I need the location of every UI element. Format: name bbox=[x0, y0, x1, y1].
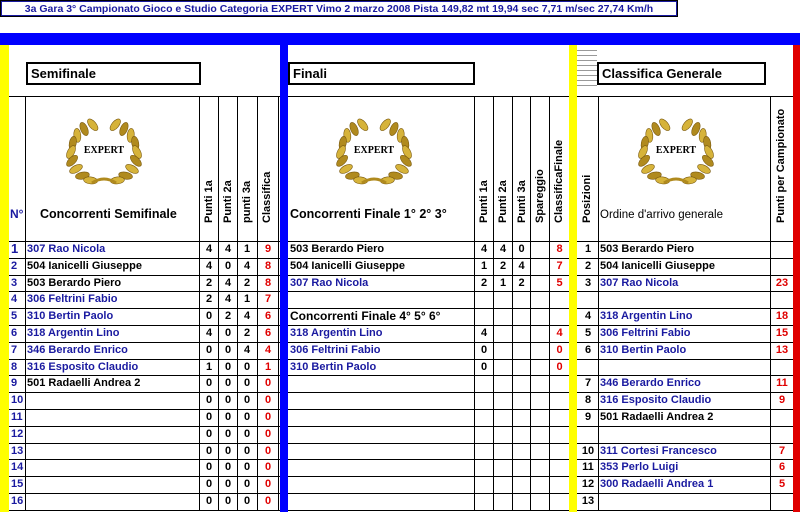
semi-points-1: 0 bbox=[205, 478, 213, 491]
general-position: 3 bbox=[584, 276, 592, 289]
final-points-1: 0 bbox=[480, 343, 488, 356]
semi-competitor-name: 346 Berardo Enrico bbox=[27, 343, 128, 356]
general-champ-points: 5 bbox=[778, 478, 786, 491]
semi-points-2: 4 bbox=[224, 276, 232, 289]
general-position: 10 bbox=[581, 444, 595, 457]
grid-line bbox=[577, 96, 793, 97]
general-competitor-name: 318 Argentin Lino bbox=[600, 310, 693, 323]
col-header-champ-points: Punti per Campionato bbox=[775, 108, 787, 223]
laurel-wreath-icon bbox=[58, 113, 150, 191]
semi-points-3: 2 bbox=[243, 327, 251, 339]
semi-classification: 6 bbox=[264, 310, 272, 323]
semi-points-2: 0 bbox=[224, 495, 232, 507]
semi-points-2: 0 bbox=[224, 444, 232, 457]
semi-classification: 0 bbox=[264, 427, 272, 440]
general-champ-points: 7 bbox=[778, 444, 786, 457]
col-header-general-name: Ordine d'arrivo generale bbox=[600, 209, 724, 221]
final-points-3: 4 bbox=[518, 259, 525, 272]
general-champ-points bbox=[771, 409, 793, 425]
final-competitor-name: 306 Feltrini Fabio bbox=[290, 343, 381, 356]
general-position: 2 bbox=[584, 259, 592, 272]
col-header-fin-class: ClassificaFinale bbox=[553, 139, 565, 223]
general-champ-points: 13 bbox=[775, 343, 789, 356]
general-position: 5 bbox=[584, 327, 592, 339]
semi-points-3: 4 bbox=[243, 310, 251, 323]
semi-points-1: 2 bbox=[205, 276, 213, 289]
expert-logo-finals bbox=[328, 113, 420, 191]
semi-points-2: 0 bbox=[224, 343, 232, 356]
col-header-fin-p2: Punti 2a bbox=[497, 180, 509, 223]
semi-row-number: 10 bbox=[11, 394, 24, 407]
general-competitor-name: 307 Rao Nicola bbox=[600, 276, 679, 289]
semi-points-3: 0 bbox=[243, 394, 251, 407]
grid-line bbox=[278, 96, 279, 510]
semi-points-3: 0 bbox=[243, 478, 251, 491]
general-position: 1 bbox=[584, 243, 592, 255]
semi-classification: 4 bbox=[264, 343, 272, 356]
general-champ-points: 15 bbox=[775, 327, 789, 339]
general-competitor-name: 501 Radaelli Andrea 2 bbox=[600, 411, 714, 423]
col-header-semi-p1: Punti 1a bbox=[203, 180, 215, 223]
final-competitor-name: 318 Argentin Lino bbox=[290, 327, 383, 339]
final-points-3: 2 bbox=[518, 276, 525, 289]
final-competitor-name: 503 Berardo Piero bbox=[290, 243, 385, 255]
semi-row-number: 13 bbox=[11, 444, 24, 457]
final-competitor-name: 504 Ianicelli Giuseppe bbox=[290, 259, 405, 272]
semi-points-3: 0 bbox=[243, 495, 251, 507]
left-yellow-bar bbox=[0, 45, 9, 512]
final-classification: 0 bbox=[556, 360, 563, 373]
mid-blue-bar bbox=[280, 45, 288, 512]
general-champ-points bbox=[771, 241, 793, 257]
semi-competitor-name: 504 Ianicelli Giuseppe bbox=[27, 259, 142, 272]
grid-line bbox=[9, 96, 280, 97]
semi-competitor-name: 307 Rao Nicola bbox=[27, 243, 106, 255]
semi-classification: 8 bbox=[264, 276, 272, 289]
general-competitor-name: 300 Radaelli Andrea 1 bbox=[600, 478, 714, 491]
logo-text: EXPERT bbox=[655, 145, 697, 156]
semi-classification: 0 bbox=[264, 461, 272, 474]
expert-logo-general bbox=[630, 113, 722, 191]
semi-points-3: 0 bbox=[243, 427, 251, 440]
final-points-2: 1 bbox=[499, 276, 507, 289]
semi-row-number: 15 bbox=[11, 478, 24, 491]
semi-points-3: 0 bbox=[243, 360, 251, 373]
right-red-bar bbox=[793, 45, 800, 512]
semi-points-1: 0 bbox=[205, 377, 213, 390]
semi-classification: 0 bbox=[264, 478, 272, 491]
semi-classification: 9 bbox=[264, 243, 272, 255]
general-competitor-name: 503 Berardo Piero bbox=[600, 243, 695, 255]
final-points-1: 2 bbox=[480, 276, 488, 289]
grid-line bbox=[288, 493, 569, 494]
col-header-finals-name: Concorrenti Finale 1° 2° 3° bbox=[290, 207, 447, 221]
grid-line bbox=[598, 96, 599, 510]
grid-line bbox=[288, 510, 569, 511]
semi-points-2: 2 bbox=[224, 310, 232, 323]
semi-points-3: 2 bbox=[243, 276, 251, 289]
semi-points-2: 0 bbox=[224, 461, 232, 474]
general-position: 11 bbox=[582, 461, 594, 474]
grid-line bbox=[577, 510, 793, 511]
semi-points-1: 4 bbox=[205, 243, 213, 255]
grid-line bbox=[288, 426, 569, 427]
final-classification: 0 bbox=[556, 343, 563, 356]
general-champ-points: 11 bbox=[776, 377, 788, 390]
semi-points-1: 0 bbox=[205, 343, 213, 356]
semi-competitor-name: 503 Berardo Piero bbox=[27, 276, 122, 289]
semi-points-2: 0 bbox=[224, 394, 232, 407]
semi-points-2: 0 bbox=[224, 411, 232, 423]
general-position: 8 bbox=[584, 394, 592, 407]
general-competitor-name: 316 Esposito Claudio bbox=[600, 394, 712, 407]
semi-points-1: 0 bbox=[205, 394, 213, 407]
final-points-2 bbox=[494, 342, 512, 358]
semi-classification: 0 bbox=[264, 377, 272, 390]
final-points-2: 2 bbox=[499, 259, 507, 272]
semi-competitor-name bbox=[27, 443, 197, 459]
semi-classification: 0 bbox=[264, 394, 272, 407]
grid-line bbox=[577, 426, 793, 427]
logo-text: EXPERT bbox=[83, 145, 125, 156]
semi-row-number: 3 bbox=[11, 276, 18, 289]
semi-points-3: 1 bbox=[243, 243, 251, 255]
dashed-line bbox=[577, 80, 597, 81]
col-header-fin-p1: Punti 1a bbox=[478, 180, 490, 223]
grid-line bbox=[288, 392, 569, 393]
semi-points-2: 0 bbox=[224, 478, 232, 491]
general-competitor-name: 504 Ianicelli Giuseppe bbox=[600, 259, 715, 272]
general-position: 7 bbox=[584, 377, 592, 390]
grid-line bbox=[577, 359, 793, 360]
general-champ-points: 6 bbox=[778, 461, 786, 474]
semi-row-number: 1 bbox=[11, 241, 19, 256]
grid-line bbox=[288, 409, 569, 410]
dashed-line bbox=[577, 85, 597, 86]
col-header-positions: Posizioni bbox=[581, 174, 593, 223]
col-header-fin-p3: Punti 3a bbox=[516, 180, 528, 223]
semi-competitor-name bbox=[27, 476, 197, 492]
semi-row-number: 9 bbox=[11, 377, 18, 390]
semi-classification: 6 bbox=[264, 327, 272, 339]
semi-classification: 0 bbox=[264, 495, 272, 507]
semi-points-1: 0 bbox=[205, 495, 213, 507]
col-header-semi-p3: punti 3a bbox=[241, 180, 253, 223]
semi-points-1: 4 bbox=[205, 327, 213, 339]
semi-points-2: 0 bbox=[224, 427, 232, 440]
grid-line bbox=[288, 291, 569, 292]
grid-line bbox=[25, 96, 26, 510]
final-classification: 4 bbox=[556, 327, 563, 339]
final-points-3 bbox=[513, 325, 530, 341]
col-header-fin-spar: Spareggio bbox=[534, 169, 546, 223]
general-position: 6 bbox=[584, 343, 592, 356]
dashed-line bbox=[577, 50, 597, 51]
semi-points-2: 0 bbox=[224, 360, 232, 373]
col-header-number: N° bbox=[10, 207, 24, 221]
semi-competitor-name: 310 Bertin Paolo bbox=[27, 310, 114, 323]
general-competitor-name: 311 Cortesi Francesco bbox=[600, 444, 717, 457]
semi-competitor-name bbox=[27, 392, 197, 408]
semi-competitor-name bbox=[27, 493, 197, 509]
final-points-2 bbox=[494, 325, 512, 341]
grid-line bbox=[9, 510, 280, 511]
final-points-1: 4 bbox=[480, 243, 488, 255]
semi-row-number: 12 bbox=[11, 427, 24, 440]
laurel-wreath-icon bbox=[630, 113, 722, 191]
semi-points-3: 4 bbox=[243, 343, 251, 356]
semi-competitor-name: 316 Esposito Claudio bbox=[27, 360, 139, 373]
final-points-3 bbox=[513, 342, 530, 358]
semi-competitor-name bbox=[27, 459, 197, 475]
grid-line bbox=[288, 443, 569, 444]
semi-classification: 8 bbox=[264, 259, 272, 272]
final-competitor-name: 310 Bertin Paolo bbox=[290, 360, 377, 373]
page-title: 3a Gara 3° Campionato Gioco e Studio Categoria EXPERT Vimo 2 marzo 2008 Pista 149,82 mt 19,94 sec 7,71 m/sec 27,74 Km/h bbox=[0, 0, 678, 17]
ribbon bbox=[664, 179, 688, 183]
dashed-line bbox=[577, 65, 597, 66]
semi-row-number: 6 bbox=[11, 327, 18, 339]
semi-competitor-name bbox=[27, 409, 197, 425]
final-points-3 bbox=[513, 359, 530, 375]
final-points-2 bbox=[494, 359, 512, 375]
semi-row-number: 8 bbox=[11, 360, 18, 373]
final-classification: 7 bbox=[556, 259, 563, 272]
semi-points-3: 0 bbox=[243, 377, 251, 390]
final-classification: 8 bbox=[556, 243, 563, 255]
general-champ-points: 23 bbox=[775, 276, 789, 289]
general-champ-points: 18 bbox=[775, 310, 789, 323]
semi-classification: 7 bbox=[264, 293, 272, 306]
semi-points-1: 0 bbox=[205, 427, 213, 440]
general-position: 12 bbox=[581, 478, 595, 491]
semi-competitor-name: 501 Radaelli Andrea 2 bbox=[27, 377, 141, 390]
semi-points-2: 0 bbox=[224, 259, 232, 272]
general-champ-points: 9 bbox=[778, 394, 786, 407]
logo-text: EXPERT bbox=[353, 145, 395, 156]
final-points-1: 4 bbox=[480, 327, 488, 339]
semifinal-title: Semifinale bbox=[26, 62, 201, 85]
semi-points-3: 0 bbox=[243, 461, 251, 474]
finals-subheading-4-5-6: Concorrenti Finale 4° 5° 6° bbox=[290, 309, 441, 323]
semi-points-3: 0 bbox=[243, 444, 251, 457]
expert-logo-semifinal bbox=[58, 113, 150, 191]
final-points-3: 0 bbox=[518, 243, 525, 255]
grid-line bbox=[288, 375, 569, 376]
col-header-semi-p2: Punti 2a bbox=[222, 180, 234, 223]
semi-points-3: 1 bbox=[243, 293, 251, 306]
semi-row-number: 16 bbox=[11, 495, 24, 507]
semi-points-2: 4 bbox=[224, 293, 232, 306]
grid-line bbox=[288, 96, 569, 97]
semi-points-3: 0 bbox=[243, 411, 251, 423]
semi-points-1: 1 bbox=[205, 360, 213, 373]
semi-competitor-name: 306 Feltrini Fabio bbox=[27, 293, 118, 306]
col-header-semi-class: Classifica bbox=[261, 171, 273, 223]
semi-row-number: 14 bbox=[11, 461, 24, 474]
dashed-line bbox=[577, 60, 597, 61]
semi-points-1: 0 bbox=[205, 310, 213, 323]
semi-points-3: 4 bbox=[243, 259, 251, 272]
laurel-wreath-icon bbox=[328, 113, 420, 191]
general-position: 9 bbox=[584, 411, 592, 423]
semi-row-number: 5 bbox=[11, 310, 18, 323]
semi-row-number: 7 bbox=[11, 343, 18, 356]
general-competitor-name bbox=[600, 493, 768, 509]
semi-points-1: 0 bbox=[205, 461, 213, 474]
dashed-line bbox=[577, 75, 597, 76]
semi-points-2: 0 bbox=[224, 327, 232, 339]
dashed-line bbox=[577, 55, 597, 56]
top-blue-band bbox=[0, 33, 800, 45]
semi-classification: 1 bbox=[264, 360, 272, 373]
col-header-semifinal-name: Concorrenti Semifinale bbox=[40, 207, 177, 221]
semi-points-1: 0 bbox=[205, 411, 213, 423]
general-competitor-name: 346 Berardo Enrico bbox=[600, 377, 701, 390]
final-points-2: 4 bbox=[499, 243, 507, 255]
dashed-line bbox=[577, 70, 597, 71]
general-champ-points bbox=[771, 258, 793, 274]
final-points-1: 0 bbox=[480, 360, 488, 373]
semi-competitor-name bbox=[27, 426, 197, 442]
final-competitor-name: 307 Rao Nicola bbox=[290, 276, 369, 289]
grid-line bbox=[288, 476, 569, 477]
grid-line bbox=[288, 459, 569, 460]
semi-points-2: 4 bbox=[224, 243, 232, 255]
ribbon bbox=[92, 179, 116, 183]
semi-row-number: 11 bbox=[11, 411, 23, 423]
final-classification: 5 bbox=[556, 276, 563, 289]
general-champ-points bbox=[771, 493, 793, 509]
mid-yellow-bar bbox=[569, 45, 577, 512]
general-position: 13 bbox=[581, 495, 595, 507]
semi-competitor-name: 318 Argentin Lino bbox=[27, 327, 120, 339]
general-title: Classifica Generale bbox=[597, 62, 766, 85]
general-competitor-name: 310 Bertin Paolo bbox=[600, 343, 687, 356]
general-competitor-name: 306 Feltrini Fabio bbox=[600, 327, 691, 339]
semi-points-2: 0 bbox=[224, 377, 232, 390]
grid-line bbox=[577, 291, 793, 292]
semi-row-number: 4 bbox=[11, 293, 18, 306]
final-points-1: 1 bbox=[480, 259, 488, 272]
general-competitor-name: 353 Perlo Luigi bbox=[600, 461, 679, 474]
semi-row-number: 2 bbox=[11, 259, 18, 272]
semi-points-1: 4 bbox=[205, 259, 213, 272]
semi-points-1: 0 bbox=[205, 444, 213, 457]
semi-points-1: 2 bbox=[205, 293, 213, 306]
semi-classification: 0 bbox=[264, 411, 272, 423]
finals-title: Finali bbox=[288, 62, 475, 85]
semi-classification: 0 bbox=[264, 444, 272, 457]
general-position: 4 bbox=[584, 310, 592, 323]
ribbon bbox=[362, 179, 386, 183]
